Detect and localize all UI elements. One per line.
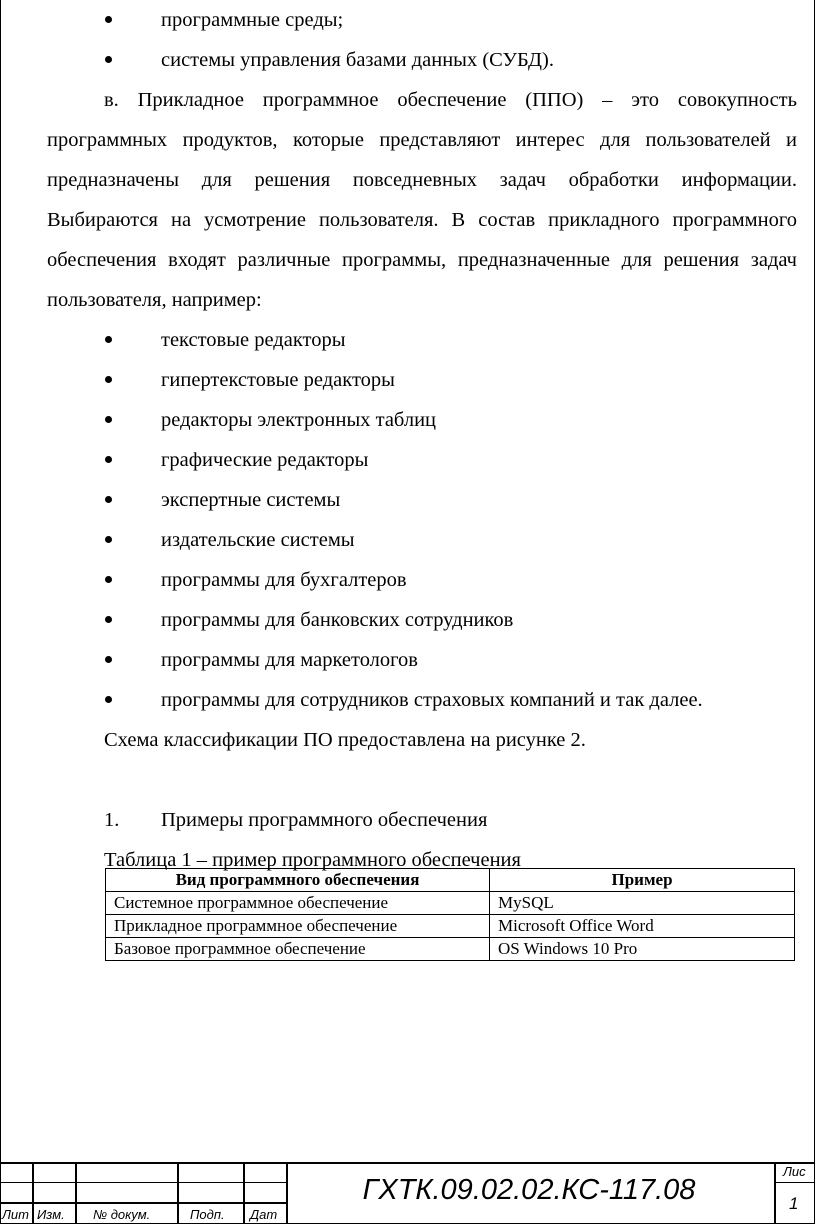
list-item: графические редакторы [47, 440, 797, 480]
sheet-label: Лис [783, 1164, 806, 1179]
stamp-divider [32, 1162, 34, 1224]
list-item: издательские системы [47, 520, 797, 560]
list-item: программы для сотрудников страховых компаний и так далее. [47, 680, 797, 720]
list-item: экспертные системы [47, 480, 797, 520]
stamp-label-date: Дат [250, 1207, 278, 1222]
document-body [47, 0, 797, 880]
stamp-label-doc-number: № докум. [93, 1207, 151, 1222]
stamp-divider [75, 1162, 77, 1224]
column-header-example: Пример [490, 869, 795, 892]
bullet-icon [105, 56, 112, 63]
bullet-icon [105, 416, 112, 423]
table-caption: Таблица 1 – пример программного обеспечения [104, 849, 521, 871]
table-cell: Прикладное программное обеспечение [106, 915, 490, 938]
bullet-icon [105, 616, 112, 623]
table-row [106, 915, 795, 938]
list-item: гипертекстовые редакторы [47, 360, 797, 400]
blank-line [47, 760, 797, 800]
bullet-list-top [47, 0, 797, 80]
bullet-icon [105, 456, 112, 463]
stamp-label-change: Изм. [37, 1207, 65, 1222]
section-title: Примеры программного обеспечения [161, 809, 488, 831]
table-cell: MySQL [490, 892, 795, 915]
table-row [106, 938, 795, 961]
table-cell: Системное программное обеспечение [106, 892, 490, 915]
bullet-icon [105, 696, 112, 703]
table-cell: Базовое программное обеспечение [106, 938, 490, 961]
stamp-divider [774, 1162, 776, 1224]
bullet-icon [105, 16, 112, 23]
stamp-divider [286, 1162, 288, 1224]
sheet-number: 1 [789, 1194, 799, 1213]
document-code: ГХТК.09.02.02.КС-117.08 [362, 1174, 696, 1206]
stamp-border [0, 1162, 815, 1164]
bullet-icon [105, 336, 112, 343]
list-item: текстовые редакторы [47, 320, 797, 360]
section-number: 1. [104, 809, 120, 831]
list-item: системы управления базами данных (СУБД). [47, 40, 797, 80]
bullet-list-main [47, 320, 797, 720]
section-heading [47, 800, 797, 840]
bullet-icon [105, 376, 112, 383]
stamp-divider [243, 1162, 245, 1224]
stamp-label-lit: Лит [2, 1207, 29, 1222]
list-item: программные среды; [47, 0, 797, 40]
table-cell: Microsoft Office Word [490, 915, 795, 938]
list-item: программы для маркетологов [47, 640, 797, 680]
stamp-divider [177, 1162, 179, 1224]
title-block [0, 1162, 815, 1224]
table-cell: OS Windows 10 Pro [490, 938, 795, 961]
bullet-icon [105, 496, 112, 503]
table-row [106, 892, 795, 915]
bullet-icon [105, 656, 112, 663]
bullet-icon [105, 536, 112, 543]
stamp-label-signature: Подп. [190, 1207, 225, 1222]
bullet-icon [105, 576, 112, 583]
stamp-divider [775, 1182, 815, 1183]
column-header-type: Вид программного обеспечения [106, 869, 490, 892]
scheme-note: Схема классификации ПО предоставлена на рисунке 2. [104, 729, 586, 751]
list-item: программы для банковских сотрудников [47, 600, 797, 640]
paragraph-ppo: в. Прикладное программное обеспечение (ППО) – это совокупность программных продуктов, которые представляют интерес для пользователей и предназначены для решения повседневных задач обработки информации. Выбираются на усмотрение пользователя. В состав прикладного программного обеспечения входят различные программы, предназначенные для решения задач пользователя, например: [47, 89, 797, 311]
list-item: программы для бухгалтеров [47, 560, 797, 600]
table-header-row [106, 869, 795, 892]
list-item: редакторы электронных таблиц [47, 400, 797, 440]
software-table [105, 868, 795, 961]
